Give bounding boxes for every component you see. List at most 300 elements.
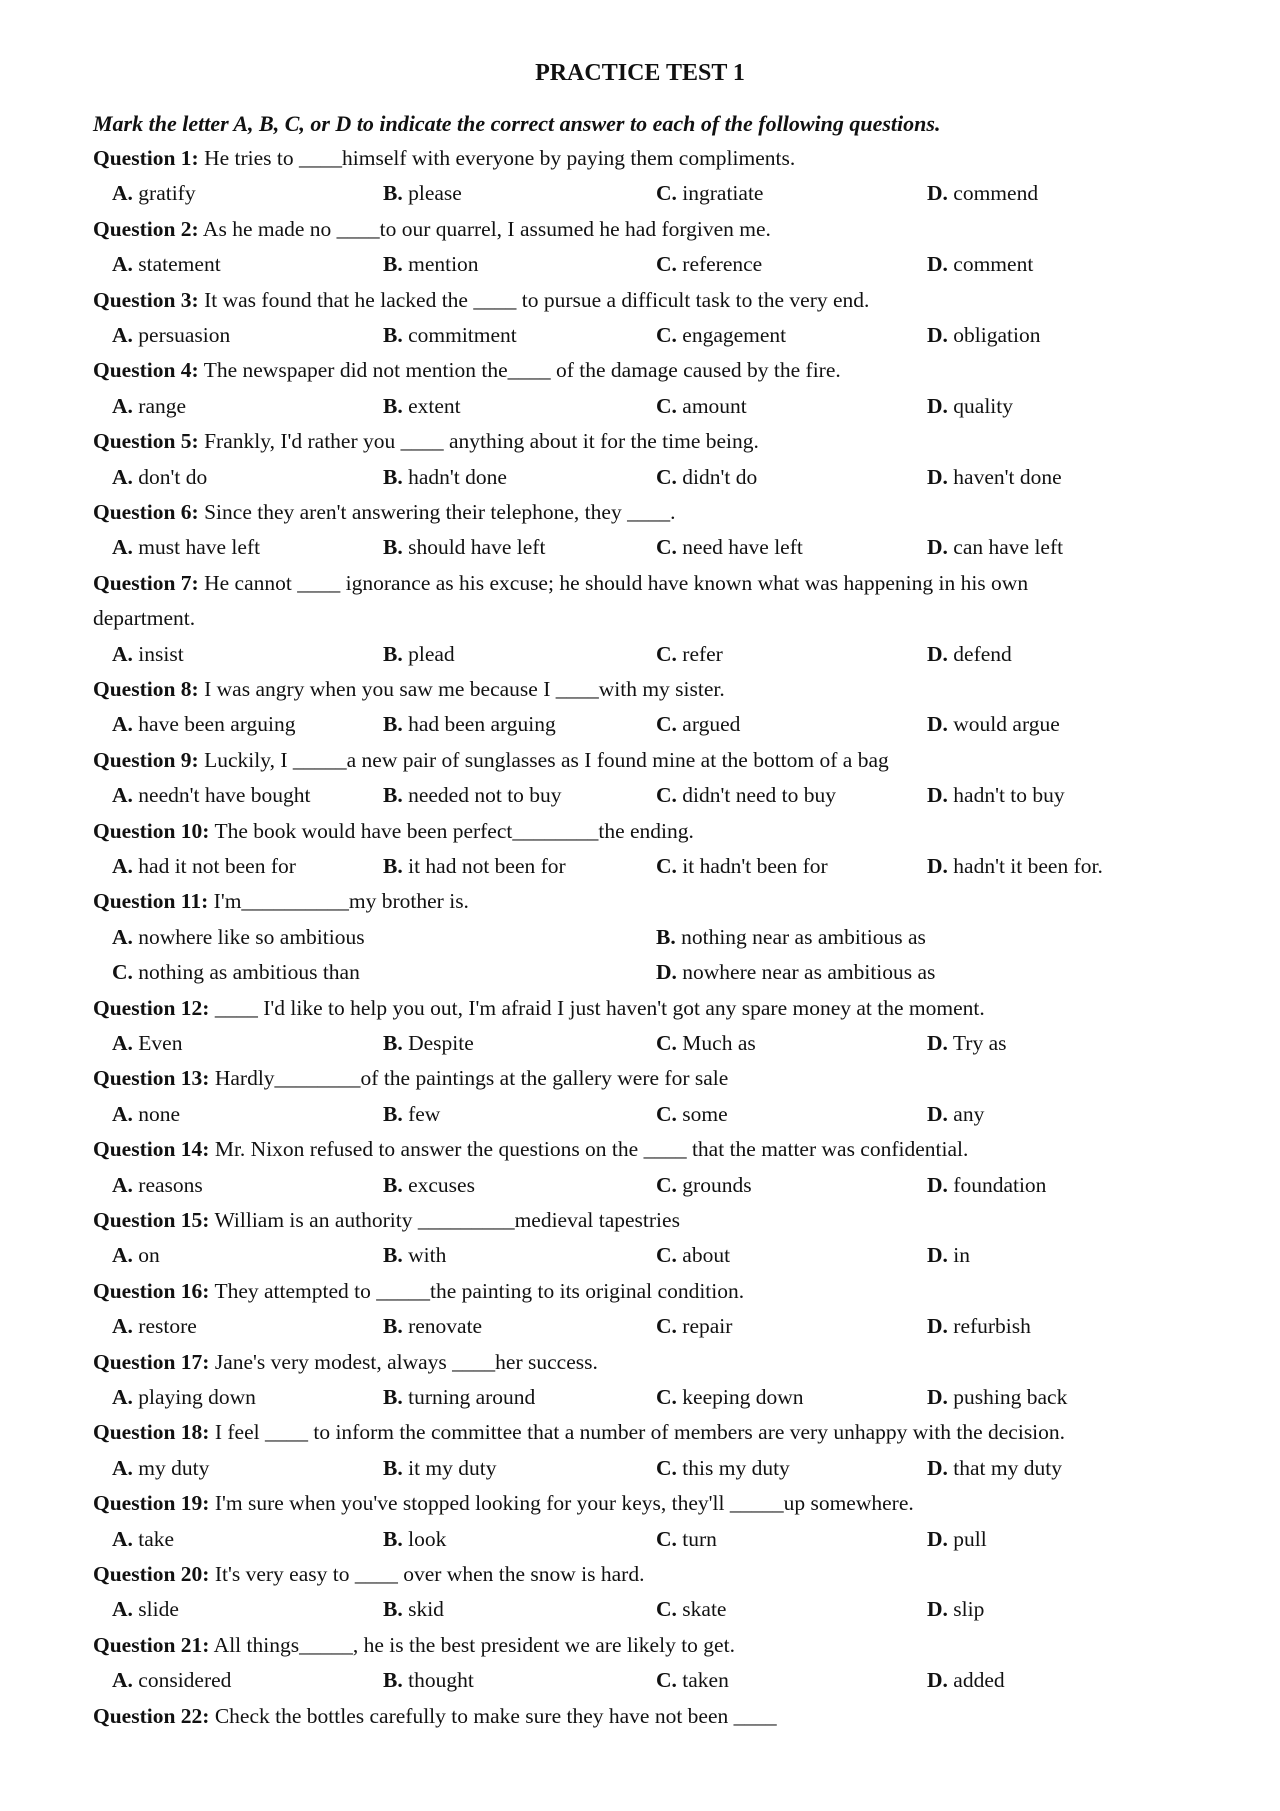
question-stem bbox=[93, 995, 985, 1021]
option-letter: A. bbox=[112, 1668, 133, 1693]
option-text: skate bbox=[682, 1597, 727, 1622]
answer-option bbox=[927, 322, 1040, 348]
question-stem bbox=[93, 145, 795, 171]
option-letter: A. bbox=[112, 783, 133, 808]
question-text: Luckily, I _____a new pair of sunglasses as I found mine at the bottom of a bag bbox=[204, 747, 889, 772]
option-letter: A. bbox=[112, 252, 133, 277]
option-text: excuses bbox=[408, 1172, 475, 1197]
question-stem bbox=[93, 1419, 1065, 1445]
question-text-continued: department. bbox=[93, 606, 196, 631]
option-text: hadn't done bbox=[408, 464, 507, 489]
question-number: Question 21: bbox=[93, 1632, 210, 1657]
answer-option bbox=[383, 464, 507, 490]
answer-option bbox=[656, 1172, 752, 1198]
option-text: this my duty bbox=[682, 1455, 790, 1480]
option-letter: B. bbox=[383, 323, 403, 347]
question-number: Question 2: bbox=[93, 216, 199, 241]
option-letter: A. bbox=[112, 535, 133, 560]
question-stem bbox=[93, 1703, 777, 1729]
answer-option bbox=[112, 782, 311, 808]
answer-option bbox=[112, 393, 186, 419]
option-text: none bbox=[138, 1101, 181, 1126]
question-text: I was angry when you saw me because I ____with my sister. bbox=[204, 677, 725, 701]
option-text: renovate bbox=[408, 1314, 483, 1339]
option-text: Even bbox=[138, 1031, 183, 1055]
option-letter: D. bbox=[927, 1243, 948, 1268]
option-letter: A. bbox=[112, 1526, 133, 1551]
option-letter: A. bbox=[112, 641, 133, 666]
option-letter: C. bbox=[656, 1031, 677, 1055]
option-letter: C. bbox=[656, 641, 677, 666]
option-letter: C. bbox=[656, 1526, 677, 1551]
option-letter: C. bbox=[656, 1172, 677, 1197]
option-letter: B. bbox=[383, 712, 403, 737]
option-letter: A. bbox=[112, 1314, 133, 1339]
option-letter: D. bbox=[927, 535, 948, 560]
option-letter: A. bbox=[112, 1031, 133, 1055]
option-text: grounds bbox=[682, 1172, 752, 1197]
option-letter: B. bbox=[383, 1455, 403, 1480]
answer-option bbox=[383, 711, 556, 737]
option-letter: D. bbox=[927, 1385, 948, 1409]
option-text: that my duty bbox=[953, 1455, 1062, 1480]
option-text: any bbox=[953, 1101, 985, 1126]
option-text: gratify bbox=[138, 181, 196, 206]
question-stem bbox=[93, 1136, 968, 1162]
option-text: don't do bbox=[138, 464, 208, 489]
option-letter: D. bbox=[927, 1597, 948, 1622]
option-text: in bbox=[953, 1243, 971, 1268]
option-text: pull bbox=[953, 1526, 987, 1551]
option-letter: C. bbox=[656, 1385, 677, 1409]
option-text: taken bbox=[682, 1668, 729, 1693]
answer-option bbox=[656, 1384, 804, 1410]
option-letter: C. bbox=[656, 323, 677, 347]
answer-option bbox=[656, 782, 836, 808]
option-text: nothing near as ambitious as bbox=[681, 924, 926, 949]
option-text: commitment bbox=[408, 323, 517, 347]
option-letter: C. bbox=[112, 960, 133, 985]
option-text: didn't need to buy bbox=[682, 783, 837, 808]
answer-option bbox=[927, 1455, 1062, 1481]
option-text: nowhere near as ambitious as bbox=[682, 960, 936, 985]
question-stem bbox=[93, 1632, 735, 1658]
option-letter: A. bbox=[112, 1243, 133, 1268]
answer-option bbox=[656, 1313, 732, 1339]
answer-option bbox=[656, 464, 757, 490]
answer-option bbox=[927, 1101, 984, 1127]
option-letter: C. bbox=[656, 854, 677, 878]
answer-option bbox=[112, 1101, 180, 1127]
option-text: plead bbox=[408, 641, 455, 666]
question-number: Question 16: bbox=[93, 1278, 210, 1303]
option-text: playing down bbox=[138, 1385, 256, 1409]
question-text: He tries to ____himself with everyone by paying them compliments. bbox=[204, 146, 796, 170]
option-letter: B. bbox=[383, 641, 403, 666]
question-text: Hardly________of the paintings at the gallery were for sale bbox=[214, 1066, 729, 1091]
answer-option bbox=[927, 1596, 984, 1622]
option-text: comment bbox=[953, 252, 1034, 277]
answer-option bbox=[656, 1526, 717, 1552]
option-text: statement bbox=[138, 252, 221, 277]
question-number: Question 4: bbox=[93, 358, 199, 383]
question-number: Question 22: bbox=[93, 1703, 210, 1728]
option-letter: C. bbox=[656, 393, 677, 418]
option-letter: C. bbox=[656, 783, 677, 808]
answer-option bbox=[383, 1596, 444, 1622]
option-letter: A. bbox=[112, 1101, 133, 1126]
option-text: amount bbox=[682, 393, 747, 418]
answer-option bbox=[927, 1242, 970, 1268]
option-text: range bbox=[138, 393, 187, 418]
option-text: take bbox=[138, 1526, 175, 1551]
question-number: Question 9: bbox=[93, 747, 199, 772]
option-letter: A. bbox=[112, 323, 133, 347]
question-number: Question 19: bbox=[93, 1491, 210, 1516]
option-letter: A. bbox=[112, 854, 133, 878]
option-text: must have left bbox=[138, 535, 261, 560]
option-letter: D. bbox=[927, 252, 948, 277]
answer-option bbox=[383, 1455, 497, 1481]
option-text: turning around bbox=[408, 1385, 536, 1409]
option-text: with bbox=[408, 1243, 447, 1268]
option-letter: B. bbox=[383, 1385, 403, 1409]
question-text: The newspaper did not mention the____ of the damage caused by the fire. bbox=[203, 358, 841, 383]
answer-option bbox=[383, 1030, 474, 1056]
option-text: need have left bbox=[682, 535, 803, 560]
option-letter: B. bbox=[383, 1314, 403, 1339]
question-stem bbox=[93, 357, 841, 383]
option-letter: A. bbox=[112, 1455, 133, 1480]
question-stem bbox=[93, 1349, 598, 1375]
option-text: about bbox=[682, 1243, 731, 1268]
answer-option bbox=[927, 711, 1060, 737]
answer-option bbox=[112, 534, 260, 560]
option-text: commend bbox=[953, 181, 1039, 206]
option-letter: D. bbox=[927, 323, 948, 347]
question-number: Question 13: bbox=[93, 1066, 210, 1091]
option-text: repair bbox=[682, 1314, 733, 1339]
answer-option bbox=[112, 1313, 197, 1339]
option-letter: C. bbox=[656, 1597, 677, 1622]
question-stem bbox=[93, 1561, 644, 1587]
option-letter: B. bbox=[383, 181, 403, 206]
option-text: foundation bbox=[953, 1172, 1047, 1197]
option-letter: D. bbox=[927, 641, 948, 666]
option-letter: C. bbox=[656, 1101, 677, 1126]
answer-option bbox=[656, 711, 740, 737]
question-text: He cannot ____ ignorance as his excuse; he should have known what was happening in his own bbox=[204, 570, 1029, 595]
option-text: extent bbox=[408, 393, 461, 418]
option-text: added bbox=[953, 1668, 1005, 1693]
option-text: mention bbox=[408, 252, 479, 277]
answer-option bbox=[112, 464, 207, 490]
question-stem bbox=[93, 747, 889, 773]
answer-option bbox=[656, 1242, 730, 1268]
answer-option bbox=[927, 853, 1103, 879]
answer-option bbox=[656, 180, 763, 206]
question-stem bbox=[93, 570, 1028, 596]
question-text: It's very easy to ____ over when the snow is hard. bbox=[214, 1562, 645, 1586]
option-text: my duty bbox=[138, 1455, 210, 1480]
option-letter: B. bbox=[383, 1101, 403, 1126]
question-number: Question 11: bbox=[93, 889, 209, 914]
answer-option bbox=[656, 1596, 726, 1622]
option-text: pushing back bbox=[953, 1385, 1068, 1409]
answer-option bbox=[927, 1172, 1046, 1198]
option-text: haven't done bbox=[953, 464, 1062, 489]
answer-option bbox=[112, 1242, 160, 1268]
question-number: Question 6: bbox=[93, 500, 199, 524]
option-letter: C. bbox=[656, 464, 677, 489]
answer-option bbox=[927, 464, 1062, 490]
answer-option bbox=[656, 1101, 728, 1127]
question-number: Question 10: bbox=[93, 818, 210, 843]
answer-option bbox=[656, 641, 723, 667]
answer-option bbox=[656, 1030, 756, 1056]
option-letter: B. bbox=[383, 252, 403, 277]
option-letter: D. bbox=[927, 854, 948, 878]
question-stem bbox=[93, 1278, 744, 1304]
option-text: Much as bbox=[682, 1031, 756, 1055]
answer-option bbox=[656, 1455, 790, 1481]
option-text: Try as bbox=[952, 1031, 1007, 1055]
answer-option bbox=[112, 1384, 256, 1410]
answer-option bbox=[656, 1667, 729, 1693]
answer-option bbox=[656, 853, 828, 879]
option-text: persuasion bbox=[138, 323, 231, 347]
option-text: have been arguing bbox=[138, 712, 296, 737]
option-letter: D. bbox=[927, 181, 948, 206]
answer-option bbox=[927, 1313, 1031, 1339]
answer-option bbox=[112, 959, 360, 985]
option-letter: D. bbox=[656, 960, 677, 985]
question-stem bbox=[93, 499, 675, 525]
answer-option bbox=[927, 251, 1033, 277]
answer-option bbox=[927, 534, 1063, 560]
question-number: Question 7: bbox=[93, 570, 199, 595]
option-text: some bbox=[682, 1101, 728, 1126]
option-text: hadn't it been for. bbox=[953, 854, 1103, 878]
answer-option bbox=[656, 924, 926, 950]
option-letter: B. bbox=[383, 535, 403, 560]
answer-option bbox=[383, 1526, 446, 1552]
answer-option bbox=[383, 782, 562, 808]
question-text: Mr. Nixon refused to answer the questions on the ____ that the matter was confidential. bbox=[214, 1137, 969, 1162]
option-text: didn't do bbox=[682, 464, 758, 489]
answer-option bbox=[112, 853, 296, 879]
question-text: It was found that he lacked the ____ to pursue a difficult task to the very end. bbox=[204, 287, 870, 312]
answer-option bbox=[383, 322, 517, 348]
answer-option bbox=[383, 180, 462, 206]
question-number: Question 1: bbox=[93, 146, 199, 170]
answer-option bbox=[383, 1313, 482, 1339]
question-stem bbox=[93, 676, 725, 702]
option-text: engagement bbox=[682, 323, 787, 347]
option-text: insist bbox=[138, 641, 184, 666]
answer-option bbox=[112, 251, 221, 277]
answer-option bbox=[383, 1242, 446, 1268]
option-text: considered bbox=[138, 1668, 232, 1693]
option-text: refurbish bbox=[953, 1314, 1031, 1339]
option-letter: A. bbox=[112, 1385, 133, 1409]
question-number: Question 8: bbox=[93, 677, 199, 701]
option-text: it my duty bbox=[408, 1455, 497, 1480]
option-text: ingratiate bbox=[682, 181, 764, 206]
option-text: look bbox=[408, 1526, 447, 1551]
answer-option bbox=[656, 251, 762, 277]
option-text: please bbox=[408, 181, 462, 206]
question-text: I'm sure when you've stopped looking for your keys, they'll _____up somewhere. bbox=[214, 1491, 914, 1516]
page-title: PRACTICE TEST 1 bbox=[535, 60, 745, 86]
option-text: reasons bbox=[138, 1172, 203, 1197]
question-stem bbox=[93, 818, 694, 844]
answer-option bbox=[112, 1596, 179, 1622]
option-text: Despite bbox=[408, 1031, 474, 1055]
option-letter: C. bbox=[656, 712, 677, 737]
option-text: it hadn't been for bbox=[682, 854, 828, 878]
option-letter: C. bbox=[656, 1243, 677, 1268]
option-text: nothing as ambitious than bbox=[138, 960, 360, 985]
option-letter: C. bbox=[656, 181, 677, 206]
answer-option bbox=[383, 1384, 535, 1410]
option-text: keeping down bbox=[682, 1385, 804, 1409]
answer-option bbox=[112, 1172, 203, 1198]
option-letter: D. bbox=[927, 712, 948, 737]
question-number: Question 18: bbox=[93, 1420, 210, 1445]
answer-option bbox=[927, 1667, 1005, 1693]
question-number: Question 12: bbox=[93, 995, 210, 1020]
question-stem bbox=[93, 888, 469, 914]
option-text: defend bbox=[953, 641, 1012, 666]
option-text: needed not to buy bbox=[408, 783, 562, 808]
answer-option bbox=[927, 180, 1038, 206]
option-letter: B. bbox=[383, 1243, 403, 1268]
option-text: reference bbox=[682, 252, 763, 277]
option-letter: D. bbox=[927, 1668, 948, 1693]
question-text: I feel ____ to inform the committee that a number of members are very unhappy with the decision. bbox=[214, 1420, 1066, 1445]
question-number: Question 14: bbox=[93, 1137, 210, 1162]
option-letter: C. bbox=[656, 1314, 677, 1339]
option-letter: C. bbox=[656, 252, 677, 277]
instruction-text: Mark the letter A, B, C, or D to indicate the correct answer to each of the following questions. bbox=[93, 111, 941, 136]
option-letter: D. bbox=[927, 1526, 948, 1551]
option-letter: D. bbox=[927, 464, 948, 489]
option-text: few bbox=[408, 1101, 441, 1126]
option-letter: D. bbox=[927, 1101, 948, 1126]
answer-option bbox=[112, 1667, 231, 1693]
answer-option bbox=[927, 782, 1065, 808]
answer-option bbox=[112, 1455, 209, 1481]
question-stem bbox=[93, 287, 869, 313]
option-letter: B. bbox=[383, 464, 403, 489]
option-letter: A. bbox=[112, 1597, 133, 1622]
answer-option bbox=[927, 1030, 1006, 1056]
option-text: needn't have bought bbox=[138, 783, 311, 808]
option-letter: A. bbox=[112, 393, 133, 418]
answer-option bbox=[383, 641, 455, 667]
option-text: quality bbox=[953, 393, 1013, 418]
answer-option bbox=[112, 924, 365, 950]
option-letter: B. bbox=[383, 854, 403, 878]
answer-option bbox=[112, 711, 296, 737]
answer-option bbox=[383, 1101, 440, 1127]
answer-option bbox=[656, 322, 786, 348]
question-number: Question 5: bbox=[93, 429, 199, 454]
option-letter: B. bbox=[383, 783, 403, 808]
option-letter: B. bbox=[383, 393, 403, 418]
option-letter: D. bbox=[927, 1172, 948, 1197]
question-text: Check the bottles carefully to make sure they have not been ____ bbox=[214, 1703, 777, 1728]
answer-option bbox=[112, 1526, 174, 1552]
option-letter: A. bbox=[112, 924, 133, 949]
question-number: Question 20: bbox=[93, 1562, 210, 1586]
question-stem bbox=[93, 216, 771, 242]
option-text: should have left bbox=[408, 535, 546, 560]
question-number: Question 17: bbox=[93, 1349, 210, 1374]
option-letter: D. bbox=[927, 1031, 948, 1055]
question-stem bbox=[93, 1207, 680, 1233]
answer-option bbox=[383, 251, 479, 277]
option-letter: B. bbox=[383, 1668, 403, 1693]
question-stem bbox=[93, 1490, 914, 1516]
answer-option bbox=[383, 393, 461, 419]
answer-option bbox=[112, 180, 196, 206]
question-text: William is an authority _________medieval tapestries bbox=[214, 1208, 680, 1232]
answer-option bbox=[112, 641, 184, 667]
option-text: restore bbox=[138, 1314, 197, 1339]
question-number: Question 15: bbox=[93, 1208, 210, 1232]
option-text: turn bbox=[682, 1526, 717, 1551]
option-letter: A. bbox=[112, 1172, 133, 1197]
answer-option bbox=[383, 1667, 474, 1693]
option-letter: D. bbox=[927, 1314, 948, 1339]
answer-option bbox=[927, 393, 1013, 419]
option-text: skid bbox=[408, 1597, 444, 1622]
question-text: Jane's very modest, always ____her success. bbox=[214, 1349, 598, 1374]
option-letter: B. bbox=[383, 1526, 403, 1551]
answer-option bbox=[383, 1172, 475, 1198]
answer-option bbox=[927, 1384, 1067, 1410]
option-text: slide bbox=[138, 1597, 179, 1622]
question-stem bbox=[93, 1065, 728, 1091]
option-text: can have left bbox=[953, 535, 1064, 560]
option-letter: A. bbox=[112, 712, 133, 737]
option-letter: C. bbox=[656, 535, 677, 560]
option-text: would argue bbox=[953, 712, 1060, 737]
option-letter: C. bbox=[656, 1668, 677, 1693]
question-text: The book would have been perfect________the ending. bbox=[214, 818, 694, 843]
option-letter: B. bbox=[383, 1597, 403, 1622]
answer-option bbox=[656, 393, 747, 419]
question-text: They attempted to _____the painting to its original condition. bbox=[214, 1278, 745, 1303]
option-letter: B. bbox=[383, 1031, 403, 1055]
question-text: I'm__________my brother is. bbox=[213, 889, 469, 914]
question-number: Question 3: bbox=[93, 287, 199, 312]
option-letter: B. bbox=[383, 1172, 403, 1197]
option-text: thought bbox=[408, 1668, 474, 1693]
option-text: slip bbox=[953, 1597, 985, 1622]
question-text: Frankly, I'd rather you ____ anything about it for the time being. bbox=[204, 429, 759, 454]
option-letter: C. bbox=[656, 1455, 677, 1480]
option-letter: A. bbox=[112, 464, 133, 489]
option-text: on bbox=[138, 1243, 160, 1268]
option-letter: B. bbox=[656, 924, 676, 949]
answer-option bbox=[112, 1030, 182, 1056]
option-letter: D. bbox=[927, 783, 948, 808]
answer-option bbox=[927, 641, 1012, 667]
question-text: Since they aren't answering their telephone, they ____. bbox=[204, 500, 676, 524]
